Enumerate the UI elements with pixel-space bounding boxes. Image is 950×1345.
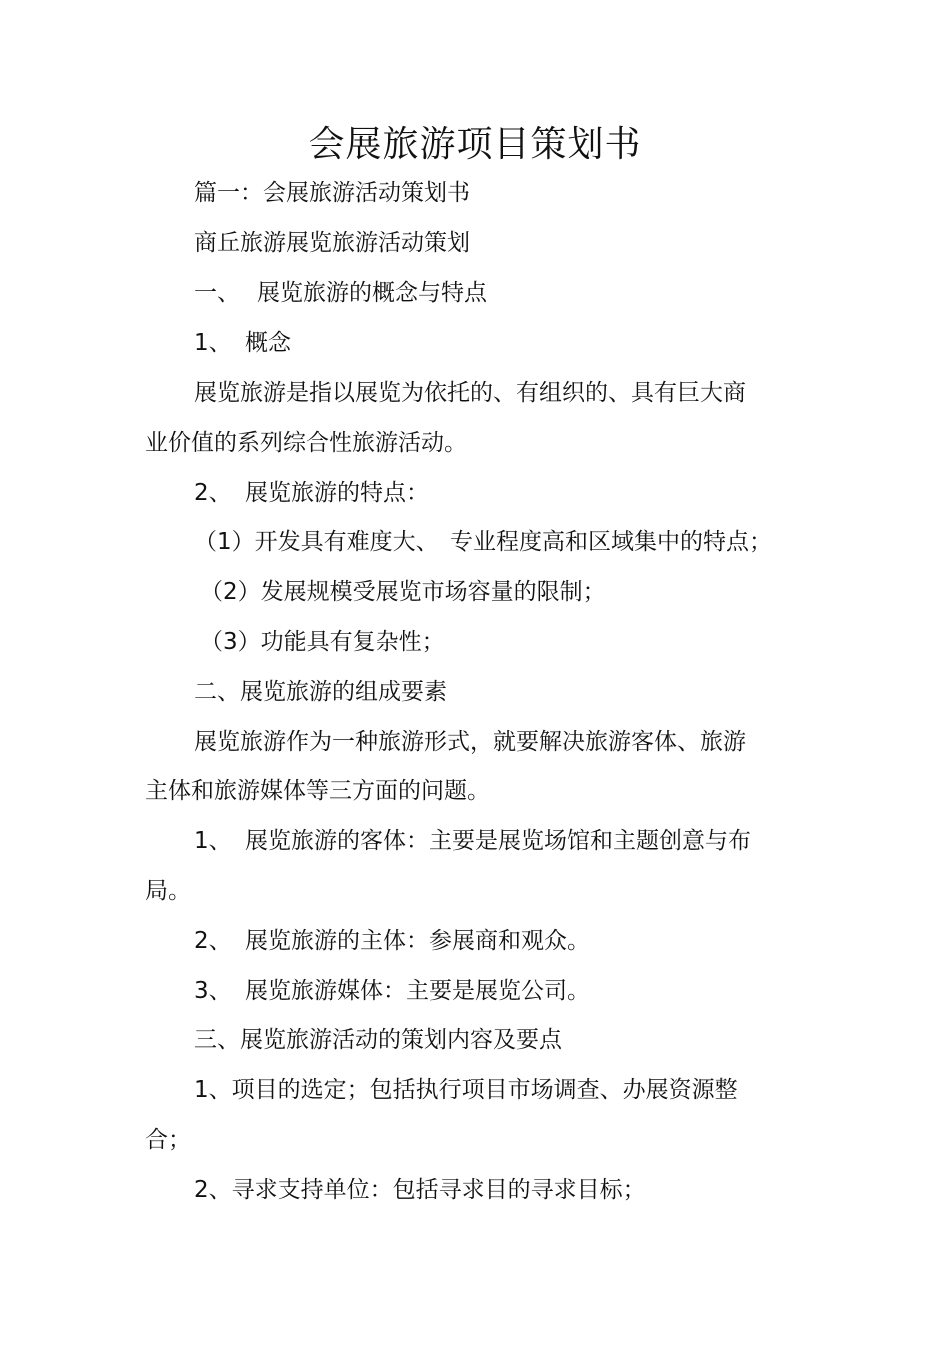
paragraph-line: 展览旅游是指以展览为依托的、有组织的、具有巨大商 xyxy=(194,380,746,406)
item-heading: 展览旅游的特点： xyxy=(245,480,429,506)
section-heading: 二、展览旅游的组成要素 xyxy=(194,679,447,705)
list-item: （1）开发具有难度大、 xyxy=(194,529,439,555)
paragraph-line: 业价值的系列综合性旅游活动。 xyxy=(145,430,467,456)
document-title: 会展旅游项目策划书 xyxy=(308,124,642,165)
paragraph-line: 1、项目的选定；包括执行项目市场调查、办展资源整 xyxy=(194,1077,738,1103)
list-item: （3）功能具有复杂性； xyxy=(200,629,445,655)
list-item: （2）发展规模受展览市场容量的限制； xyxy=(200,579,606,605)
paragraph-line: 展览旅游的客体：主要是展览场馆和主题创意与布 xyxy=(245,828,751,854)
item-heading: 概念 xyxy=(245,330,291,356)
section-number: 一、 xyxy=(194,280,240,306)
paragraph-line: 商丘旅游展览旅游活动策划 xyxy=(194,230,470,256)
item-number: 2、 xyxy=(194,480,232,506)
item-number: 3、 xyxy=(194,978,232,1004)
paragraph-line: 展览旅游作为一种旅游形式，就要解决旅游客体、旅游 xyxy=(194,729,746,755)
item-number: 2、 xyxy=(194,928,232,954)
paragraph-line: 展览旅游媒体：主要是展览公司。 xyxy=(245,978,590,1004)
section-heading: 三、展览旅游活动的策划内容及要点 xyxy=(194,1027,562,1053)
section-heading: 展览旅游的概念与特点 xyxy=(257,280,487,306)
paragraph-line: 展览旅游的主体：参展商和观众。 xyxy=(245,928,590,954)
paragraph-line: 合； xyxy=(145,1127,191,1153)
paragraph-line: 主体和旅游媒体等三方面的问题。 xyxy=(145,778,490,804)
list-item-continuation: 专业程度高和区域集中的特点； xyxy=(450,529,772,555)
paragraph-line: 篇一：会展旅游活动策划书 xyxy=(194,180,470,206)
paragraph-line: 2、寻求支持单位：包括寻求目的寻求目标； xyxy=(194,1177,646,1203)
paragraph-line: 局。 xyxy=(145,878,191,904)
item-number: 1、 xyxy=(194,828,232,854)
item-number: 1、 xyxy=(194,330,232,356)
